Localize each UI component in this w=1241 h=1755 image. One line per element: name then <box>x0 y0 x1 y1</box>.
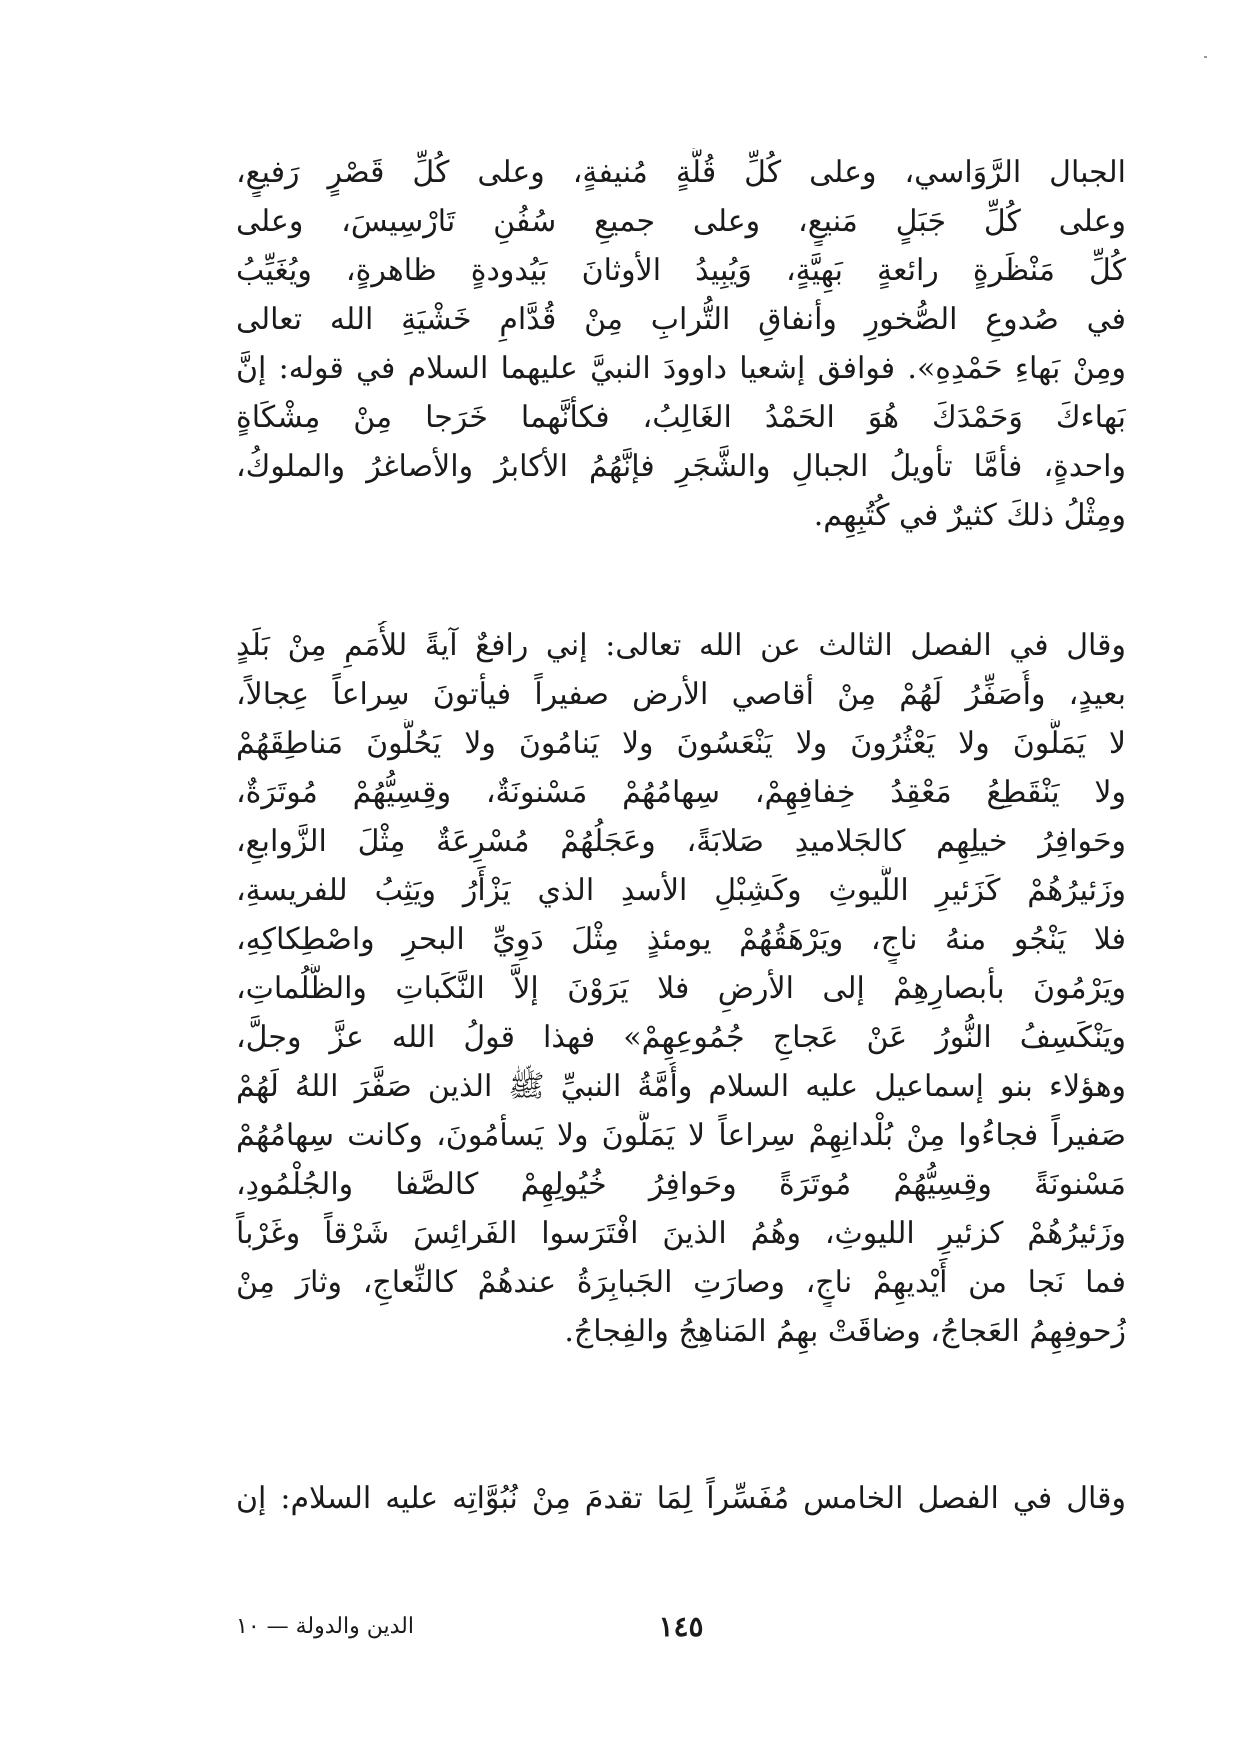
text-line: زُحوفِهِمُ العَجاجُ، وضاقَتْ بهِمُ المَناهِجُ والفِجاجُ. <box>564 1314 1126 1349</box>
page-footer <box>236 1608 1126 1652</box>
text-line: ومِثْلُ ذلكَ كثيرٌ في كُتُبِهِم. <box>813 498 1126 533</box>
text-line: ويَنْكَسِفُ النُّورُ عَنْ عَجاجِ جُمُوعِهِمْ» فهذا قولُ الله عزَّ وجلَّ، <box>236 1020 1126 1055</box>
text-line: فما نَجا من أَيْديهِمْ ناجٍ، وصارَتِ الجَبابِرَةُ عندهُمْ كالنِّعاجِ، وثارَ مِنْ <box>236 1265 1126 1300</box>
text-line: ولا يَنْقَطِعُ مَعْقِدُ خِفافِهِمْ، سِهامُهُمْ مَسْنونَةٌ، وقِسِيُّهُمْ مُوتَرَةٌ، <box>236 775 1126 810</box>
paragraph-3 <box>236 1474 1126 1523</box>
paragraph-1 <box>236 148 1126 540</box>
text-line: وزَئيرُهُمْ كزئيرِ الليوثِ، وهُمُ الذينَ افْتَرَسوا الفَرائِسَ شَرْقاً وغَرْباً <box>236 1216 1126 1251</box>
text-line: صَفيراً فجاءُوا مِنْ بُلْدانِهِمْ سِراعاً لا يَمَلُّونَ ولا يَسأمُونَ، وكانت سِهامُهُمْ <box>236 1118 1126 1153</box>
text-line: الجبال الرَّوَاسي، وعلى كُلِّ قُلَّةٍ مُنيفةٍ، وعلى كُلِّ قَصْرٍ رَفيعٍ، <box>236 155 1126 190</box>
running-title: الدين والدولة — ١٠ <box>236 1614 414 1639</box>
page-number: ١٤٥ <box>658 1610 704 1643</box>
text-line: وقال في الفصل الخامس مُفَسِّراً لِمَا تقدمَ مِنْ نُبُوَّاتِه عليه السلام: إن <box>236 1481 1126 1516</box>
text-line: لا يَمَلُّونَ ولا يَعْثُرُونَ ولا يَنْعَسُونَ ولا يَنامُونَ ولا يَحُلُّونَ مَناطِقَهُمْ <box>236 726 1126 761</box>
paragraph-2 <box>236 621 1126 1356</box>
text-line: وقال في الفصل الثالث عن الله تعالى: إني رافعٌ آيةً للأُمَمِ مِنْ بَلَدٍ <box>236 628 1126 663</box>
text-line: واحدةٍ، فأمَّا تأويلُ الجبالِ والشَّجَرِ فإنَّهُمُ الأكابرُ والأصاغرُ والملوكُ، <box>236 449 1126 484</box>
text-line: وزَئيرُهُمْ كَزَئيرِ اللُّيوثِ وكَشِبْلِ الأسدِ الذي يَزْأَرُ ويَثِبُ للفريسةِ، <box>236 873 1126 908</box>
text-line: مَسْنونَةً وقِسِيُّهُمْ مُوتَرَةً وحَوافِرُ خُيُولِهِمْ كالصَّفا والجُلْمُودِ، <box>236 1167 1126 1202</box>
text-line: بَهاءكَ وَحَمْدَكَ هُوَ الحَمْدُ الغَالِبُ، فكأنَّهما خَرَجا مِنْ مِشْكَاةٍ <box>236 400 1126 435</box>
scan-speck <box>1204 56 1207 58</box>
text-line: كُلِّ مَنْظَرةٍ رائعةٍ بَهِيَّةٍ، وَيُبِيدُ الأوثانَ بَيُدودةٍ ظاهرةٍ، ويُغَيِّبُ <box>236 253 1126 288</box>
text-line: ومِنْ بَهاءِ حَمْدِهِ». فوافق إشعيا داوودَ النبيَّ عليهما السلام في قوله: إنَّ <box>236 351 1126 386</box>
text-line: وهؤلاء بنو إسماعيل عليه السلام وأُمَّةُ النبيِّ ﷺ الذين صَفَّرَ اللهُ لَهُمْ <box>236 1069 1126 1104</box>
text-line: في صُدوعِ الصُّخورِ وأنفاقِ التُّرابِ مِنْ قُدَّامِ خَشْيَةِ الله تعالى <box>236 302 1126 337</box>
text-line: بعيدٍ، وأُصَفِّرُ لَهُمْ مِنْ أقاصي الأرض صفيراً فيأتونَ سِراعاً عِجالاً، <box>236 677 1126 712</box>
text-line: فلا يَنْجُو منهُ ناجٍ، ويَرْهَقُهُمْ يومئذٍ مِثْلَ دَوِيِّ البحرِ واصْطِكاكِهِ، <box>236 922 1126 957</box>
text-line: وعلى كُلِّ جَبَلٍ مَنيعٍ، وعلى جميعِ سُفُنِ تَارْسِيسَ، وعلى <box>236 204 1126 239</box>
text-line: وحَوافِرُ خيلِهِم كالجَلاميدِ صَلابَةً، وعَجَلُهُمْ مُسْرِعَةٌ مِثْلَ الزَّوابعِ، <box>236 824 1126 859</box>
text-line: ويَرْمُونَ بأبصارِهِمْ إلى الأرضِ فلا يَرَوْنَ إلاَّ النَّكَباتِ والظُّلُماتِ، <box>236 971 1126 1006</box>
